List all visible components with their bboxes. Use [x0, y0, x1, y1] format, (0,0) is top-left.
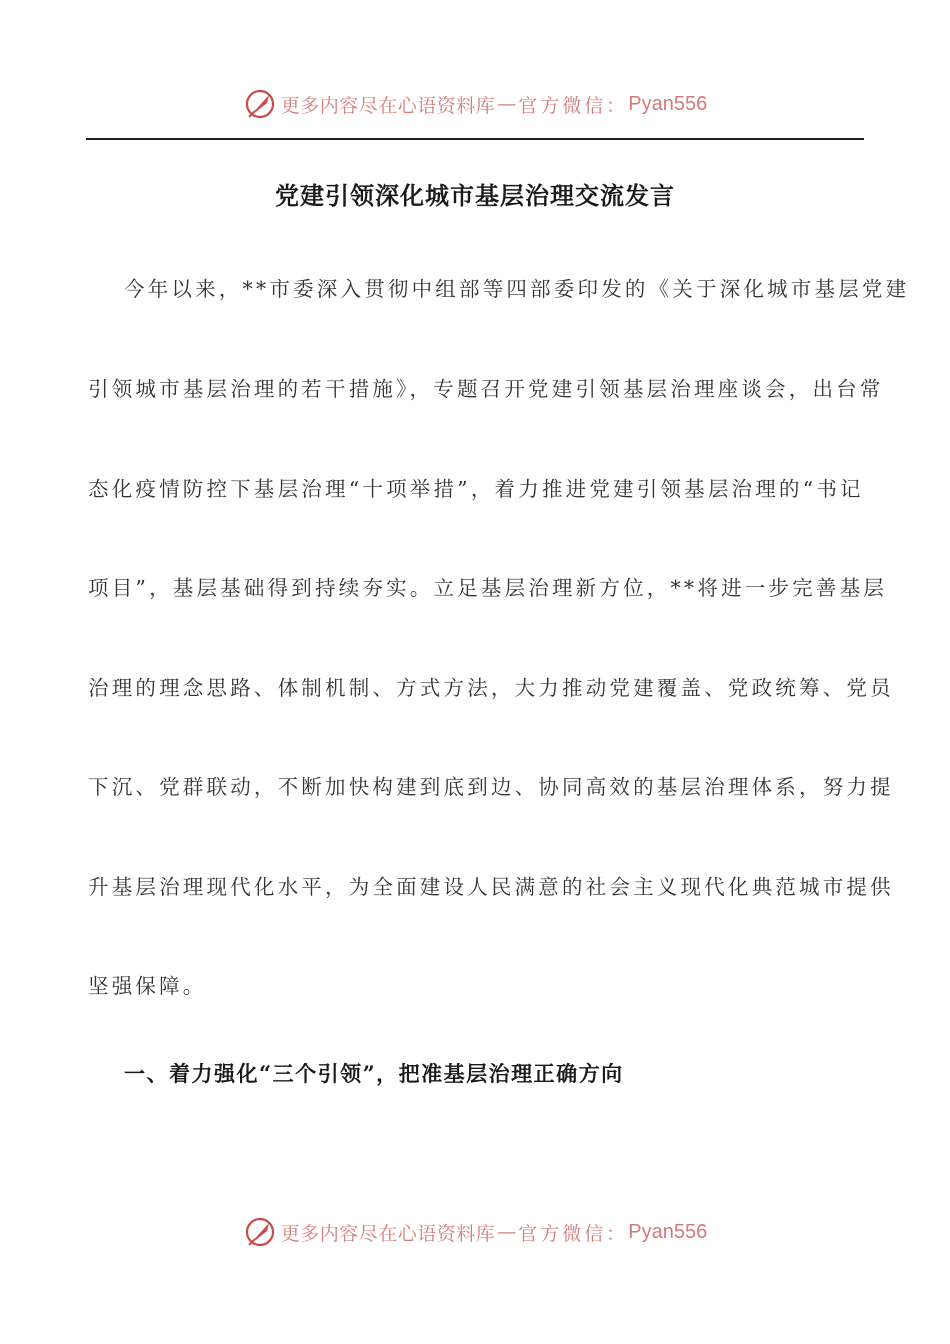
watermark-label: 官方微信： [518, 1222, 629, 1245]
paragraph-line: 升基层治理现代化水平，为全面建设人民满意的社会主义现代化典范城市提供 [88, 875, 894, 899]
section-heading: 一、着力强化“三个引领”，把准基层治理正确方向 [124, 1061, 624, 1086]
paragraph-line: 下沉、党群联动，不断加快构建到底到边、协同高效的基层治理体系，努力提 [88, 775, 894, 799]
watermark-id: Pyan556 [628, 92, 708, 115]
watermark-id: Pyan556 [628, 1220, 708, 1243]
paragraph-line: 引领城市基层治理的若干措施》，专题召开党建引领基层治理座谈会，出台常 [88, 377, 884, 401]
watermark-text: 更多内容尽在心语资料库 [280, 94, 496, 117]
paragraph-line: 项目”，基层基础得到持续夯实。立足基层治理新方位，**将进一步完善基层 [88, 576, 887, 600]
header-watermark [0, 84, 950, 124]
watermark-separator: — [497, 1221, 517, 1243]
paragraph-line: 坚强保障。 [88, 974, 207, 998]
paragraph-line: 今年以来，**市委深入贯彻中组部等四部委印发的《关于深化城市基层党建 [124, 277, 910, 301]
quill-logo-icon [243, 1215, 277, 1249]
watermark-separator: — [497, 93, 517, 115]
footer-watermark [0, 1212, 950, 1252]
watermark-label: 官方微信： [518, 94, 629, 117]
header-divider [86, 138, 864, 140]
quill-logo-icon [243, 87, 277, 121]
paragraph-line: 态化疫情防控下基层治理“十项举措”，着力推进党建引领基层治理的“书记 [88, 477, 864, 501]
paragraph-line: 治理的理念思路、体制机制、方式方法，大力推动党建覆盖、党政统筹、党员 [88, 676, 894, 700]
watermark-text: 更多内容尽在心语资料库 [280, 1222, 496, 1245]
document-title: 党建引领深化城市基层治理交流发言 [275, 181, 675, 210]
